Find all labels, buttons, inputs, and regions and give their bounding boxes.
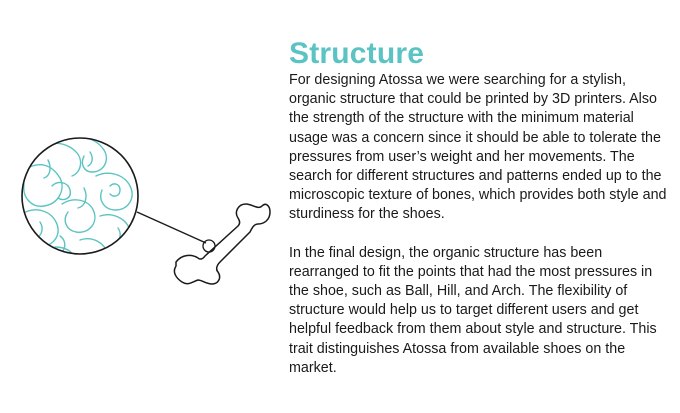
paragraph-1: For designing Atossa we were searching for a stylish, organic structure that could be printed by 3D printers. Also the strength of the structure with the minimum material usage was a concern since it should be able to tolerate the pressures from user’s weight and her movements. The search for different structures and patterns ended up to the microscopic texture of bones, which provides both style and sturdiness for the shoes. [289,72,667,223]
section-heading: Structure [289,37,425,70]
connector-line [137,212,206,243]
magnified-bone-texture-icon [22,137,138,256]
paragraph-2: In the final design, the organic structure has been rearranged to fit the points that had the most pressures in the shoe, such as Ball, Hill, and Arch. The flexibility of structure would help us to target different users and get helpful feedback from them about style and structure. This trait distinguishes Atossa from available shoes on the market. [289,244,657,376]
bone-illustration [0,0,290,413]
content-block [289,38,674,378]
bone-icon [174,204,270,284]
